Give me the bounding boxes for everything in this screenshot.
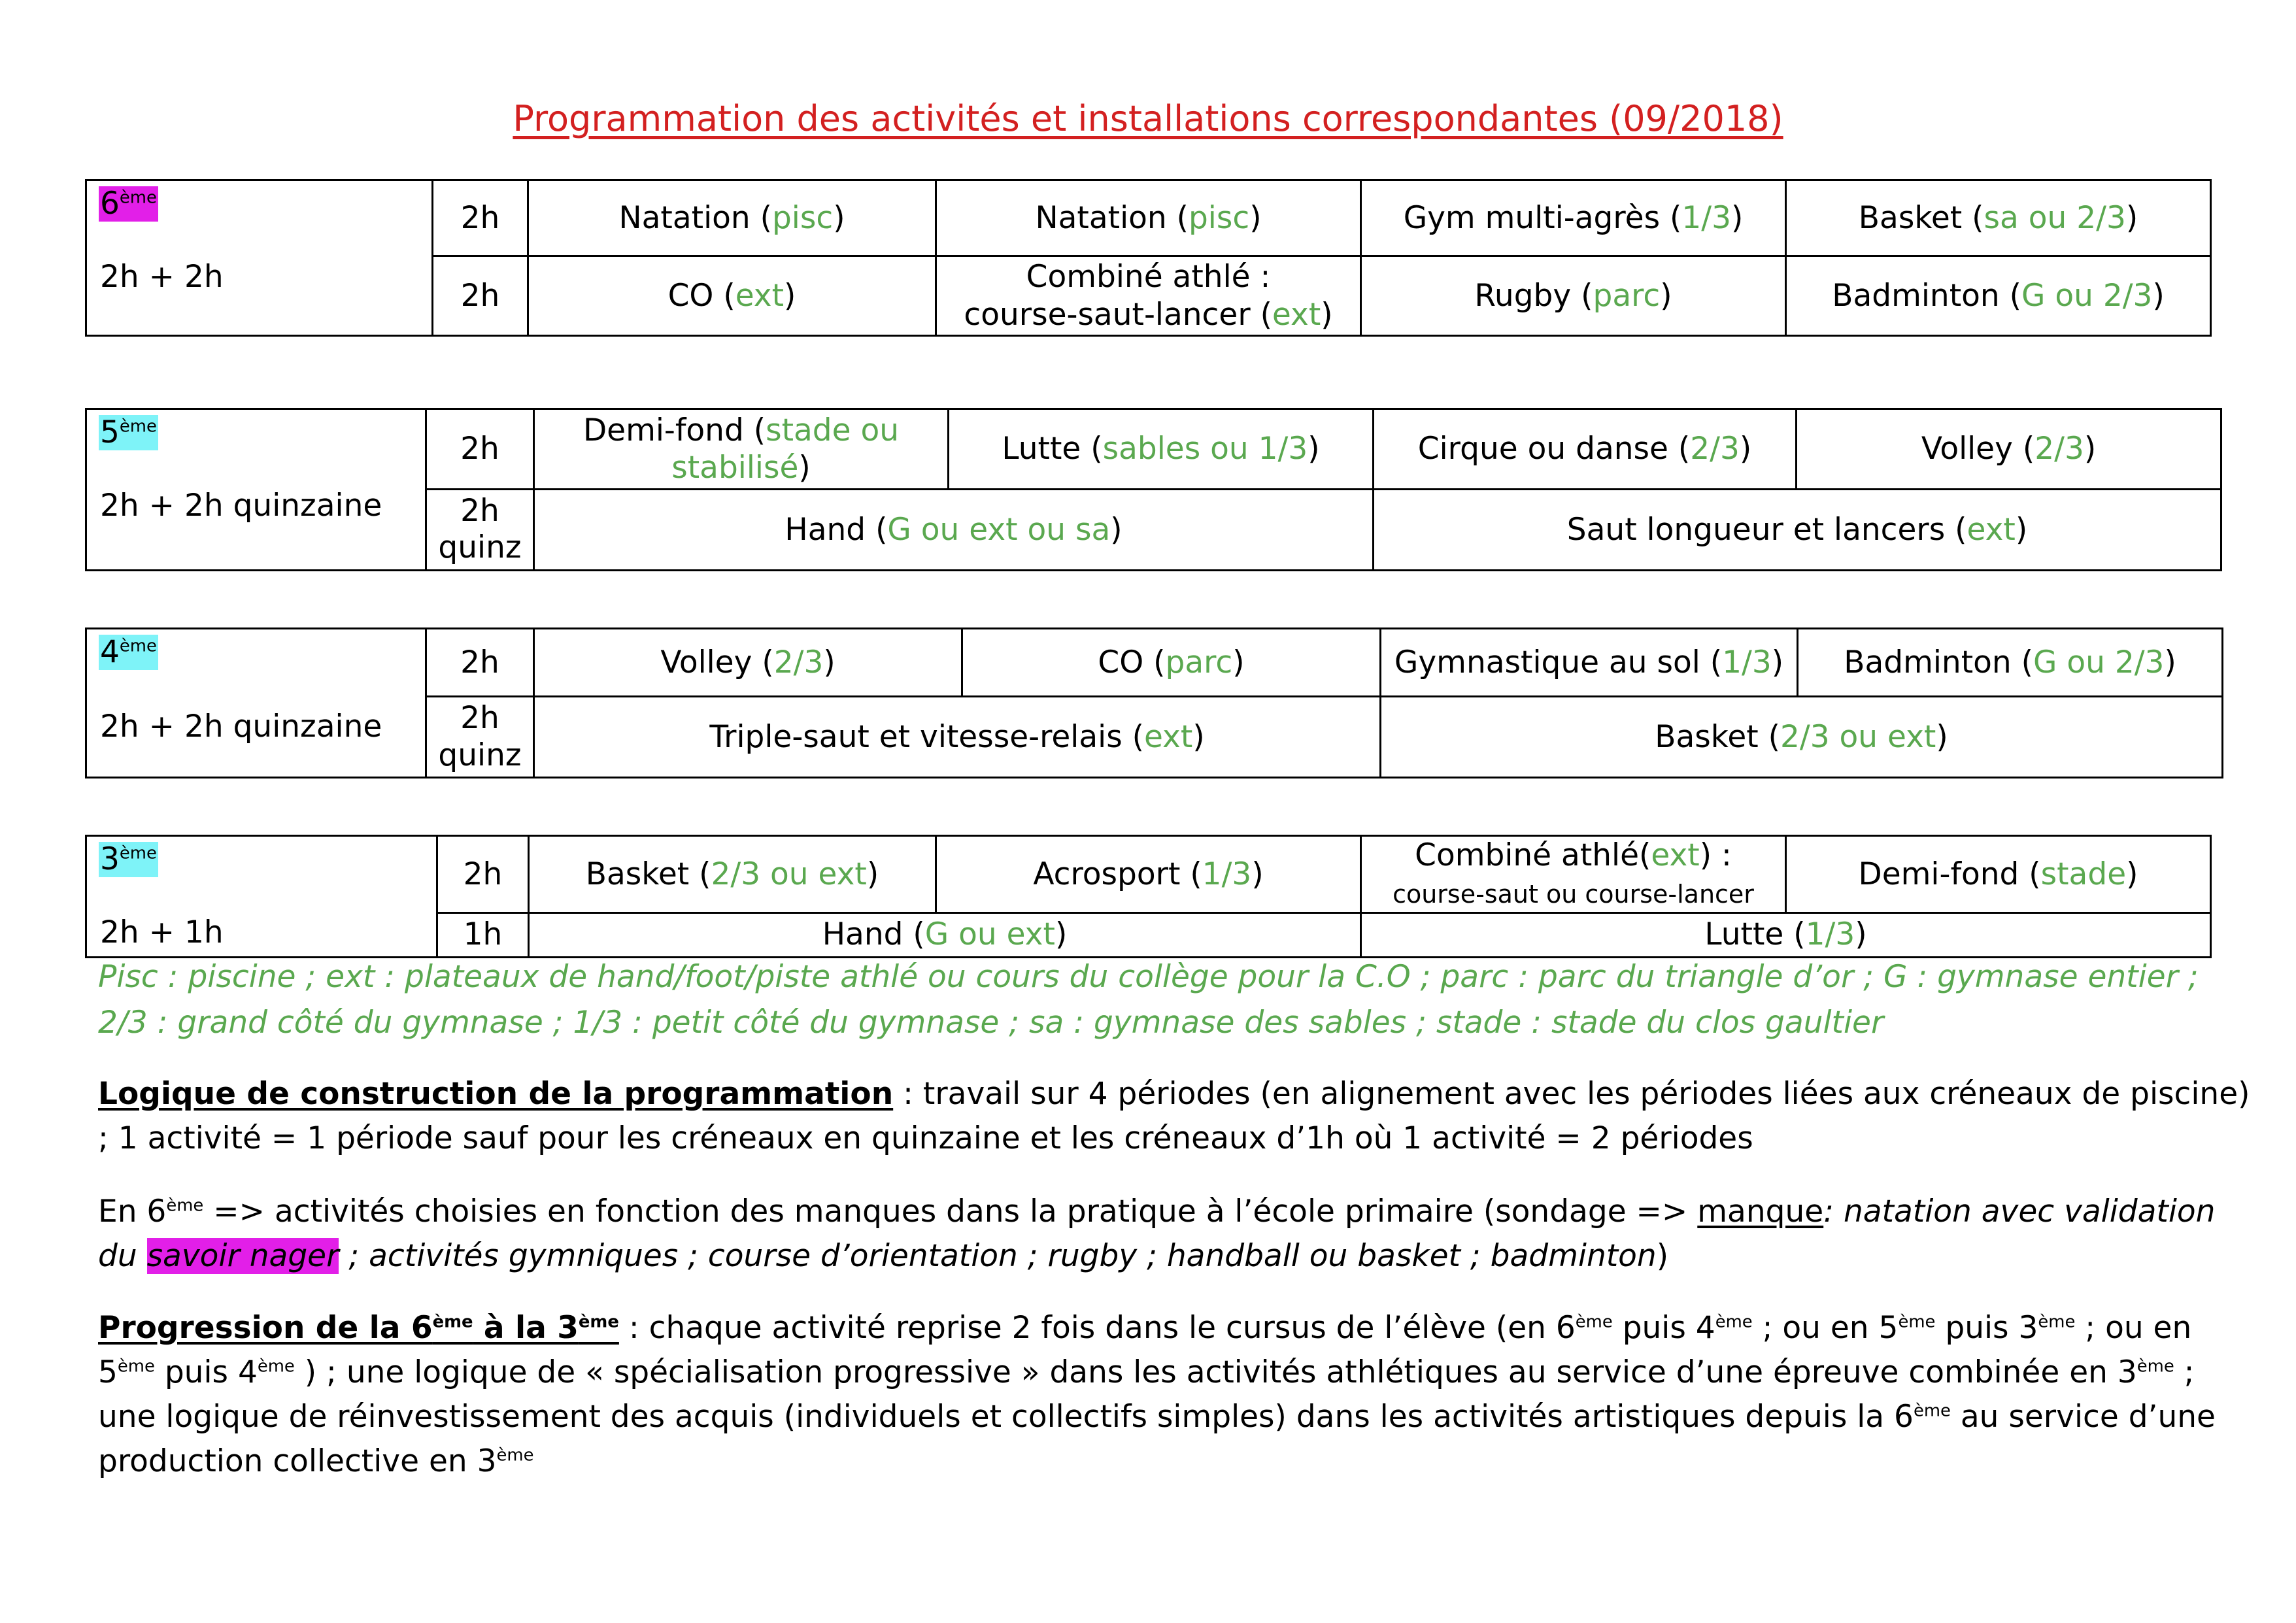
class-cell-5eme xyxy=(86,409,426,571)
progression-paragraph: Progression de la 6ème à la 3ème : chaque activité reprise 2 fois dans le cursus de l’élève (en 6ème puis 4ème ; ou en 5ème puis 3ème ; ou en 5ème puis 4ème ) ; une logique de « spécialisation progressive » dans les activités athlétiques au service d’une épreuve combinée en 3ème ; une logique de réinvestissement des acquis (individuels et collectifs simples) dans les activités artistiques depuis la 6ème au service d’une production collective en 3ème xyxy=(98,1310,2216,1479)
activity-cell: Cirque ou danse (2/3) xyxy=(1374,409,1797,490)
hours-cell: 2h xyxy=(426,409,534,490)
table-3eme xyxy=(85,835,2212,958)
hours-cell: 2h xyxy=(433,180,528,256)
class-hours-4eme: 2h + 2h quinzaine xyxy=(100,709,382,745)
table-5eme xyxy=(85,408,2222,571)
activity-cell: Basket (sa ou 2/3) xyxy=(1786,180,2211,256)
logic-paragraph: Logique de construction de la programmation : travail sur 4 périodes (en alignement avec les périodes liées aux créneaux de piscine) ; 1 activité = 1 période sauf pour les créneaux en quinzaine et les créneaux d’1h où 1 activité = 2 périodes xyxy=(98,1076,2250,1156)
legend-text: Pisc : piscine ; ext : plateaux de hand/foot/piste athlé ou cours du collège pour la C.O ; parc : parc du triangle d’or ; G : gymnase entier ; 2/3 : grand côté du gymnase ; 1/3 : petit côté du gymnase ; sa : gymnase des sables ; stade : stade du clos gaultier xyxy=(98,959,2199,1041)
activity-cell: Lutte (sables ou 1/3) xyxy=(949,409,1374,490)
class-label-4eme: 4ème xyxy=(100,634,157,670)
activity-cell: Basket (2/3 ou ext) xyxy=(529,836,936,913)
class-cell-3eme xyxy=(86,836,437,958)
activity-cell: Natation (pisc) xyxy=(528,180,936,256)
activity-cell: Badminton (G ou 2/3) xyxy=(1798,629,2223,697)
table-4eme xyxy=(85,627,2223,778)
activity-cell: Natation (pisc) xyxy=(936,180,1361,256)
hours-cell: 2h xyxy=(426,629,534,697)
activity-cell: Combiné athlé : course-saut-lancer (ext) xyxy=(936,256,1361,336)
activity-cell: Gymnastique au sol (1/3) xyxy=(1381,629,1798,697)
progression-heading: Progression de la 6ème à la 3ème xyxy=(98,1310,619,1346)
activity-cell: Combiné athlé(ext) : course-saut ou course-lancer xyxy=(1361,836,1786,913)
page-title: Programmation des activités et installations correspondantes (09/2018) xyxy=(513,98,1783,139)
activity-cell: Lutte (1/3) xyxy=(1361,912,2211,957)
class-label-6eme: 6ème xyxy=(100,186,157,222)
activity-cell: Acrosport (1/3) xyxy=(936,836,1361,913)
class-hours-3eme: 2h + 1h xyxy=(100,914,224,950)
activity-cell: Volley (2/3) xyxy=(534,629,962,697)
sixth-paragraph: En 6ème => activités choisies en fonction des manques dans la pratique à l’école primaire (sondage => manque: natation avec validation du savoir nager ; activités gymniques ; course d’orientation ; rugby ; handball ou basket ; badminton) xyxy=(98,1194,2216,1274)
logic-heading: Logique de construction de la programmation xyxy=(98,1076,894,1112)
activity-cell: Volley (2/3) xyxy=(1797,409,2221,490)
activity-cell: Hand (G ou ext) xyxy=(529,912,1361,957)
class-cell-4eme xyxy=(86,629,426,778)
class-hours-6eme: 2h + 2h xyxy=(100,259,224,295)
activity-cell: CO (ext) xyxy=(528,256,936,336)
activity-cell: Basket (2/3 ou ext) xyxy=(1381,697,2223,778)
hours-cell: 2h quinz xyxy=(426,490,534,571)
savoir-nager-highlight: savoir nager xyxy=(146,1238,339,1274)
class-cell-6eme xyxy=(86,180,433,336)
table-6eme xyxy=(85,179,2212,337)
activity-cell: Demi-fond (stade) xyxy=(1786,836,2211,913)
activity-cell: Gym multi-agrès (1/3) xyxy=(1361,180,1786,256)
hours-cell: 2h quinz xyxy=(426,697,534,778)
activity-cell: Saut longueur et lancers (ext) xyxy=(1374,490,2221,571)
activity-cell: Demi-fond (stade ou stabilisé) xyxy=(534,409,949,490)
class-label-3eme: 3ème xyxy=(100,841,157,877)
activity-cell: Rugby (parc) xyxy=(1361,256,1786,336)
activity-cell: Triple-saut et vitesse-relais (ext) xyxy=(534,697,1381,778)
hours-cell: 2h xyxy=(437,836,529,913)
activity-cell: CO (parc) xyxy=(962,629,1381,697)
class-label-5eme: 5ème xyxy=(100,414,157,450)
activity-cell: Badminton (G ou 2/3) xyxy=(1786,256,2211,336)
hours-cell: 1h xyxy=(437,912,529,957)
activity-cell: Hand (G ou ext ou sa) xyxy=(534,490,1374,571)
hours-cell: 2h xyxy=(433,256,528,336)
class-hours-5eme: 2h + 2h quinzaine xyxy=(100,488,382,524)
